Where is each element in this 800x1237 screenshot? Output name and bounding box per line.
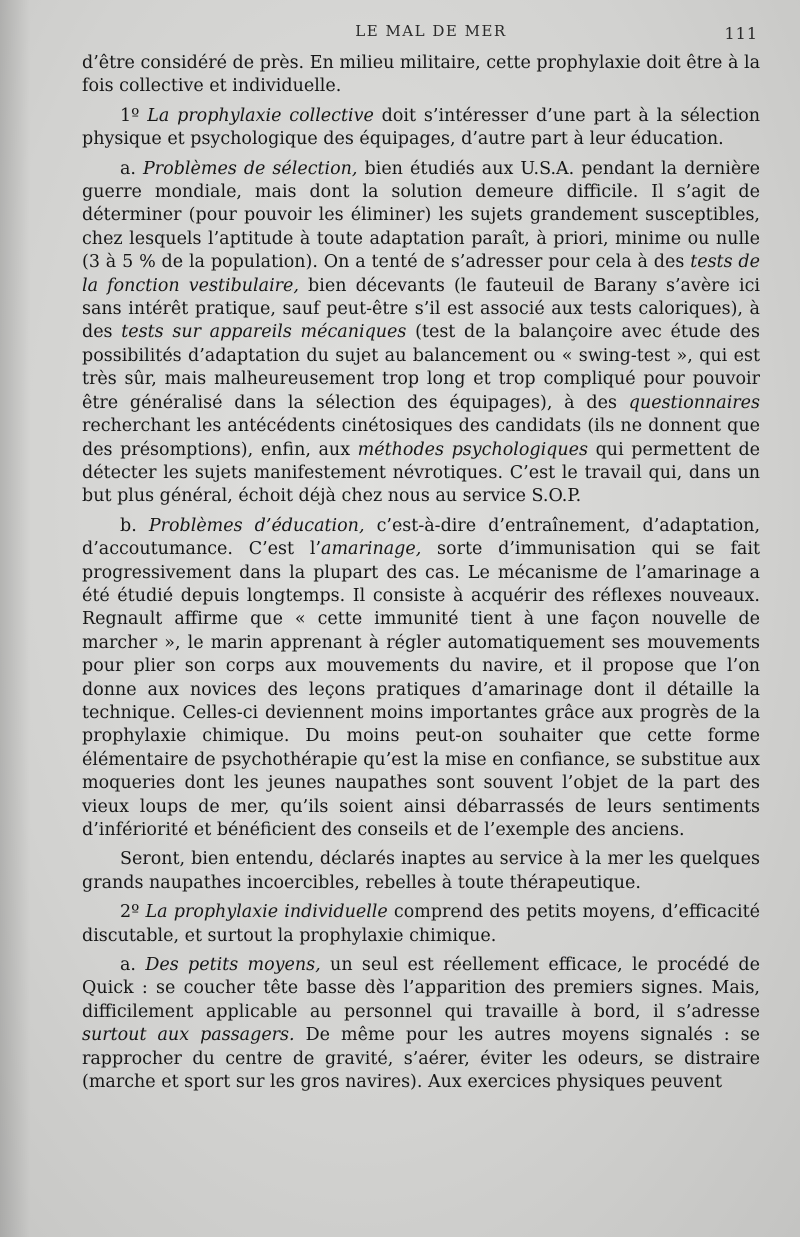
text-run: a. [120, 955, 146, 976]
text-run: d’être considéré de près. En milieu militaire, cette prophylaxie doit être à la fois collective et individuelle. [82, 53, 760, 97]
italic-text-run: La prophylaxie individuelle [145, 902, 388, 923]
paragraph [82, 515, 760, 843]
text-run: De même pour les autres moyens signalés : se rapprocher du centre de gravité, s’aérer, éviter les odeurs, se distraire (marche et sport sur les gros navires). Aux exercices physiques peuvent [82, 1025, 760, 1093]
italic-text-run: amarinage, [321, 539, 422, 560]
text-run: recherchant les antécédents cinétosiques des candidats (ils ne donnent que des présomptions), enfin, aux [82, 416, 760, 460]
text-run: (test de la balançoire avec étude des possibilités d’adaptation du sujet au balancement ou « swing-test », qui est très sûr, mais malheureusement trop long et trop compliqué pour pouvoir être généralisé dans la sélection des équipages), à des [82, 322, 760, 413]
text-run: Seront, bien entendu, déclarés inaptes au service à la mer les quelques grands naupathes incoercibles, rebelles à toute thérapeutique. [82, 849, 760, 893]
paragraph [82, 848, 760, 895]
text-run: b. [120, 515, 149, 536]
text-run: bien décevants (le fauteuil de Barany s’avère ici sans intérêt pratique, sauf peut-être s’il est associé aux tests caloriques), à des [82, 275, 760, 343]
text-run: comprend des petits moyens, d’efficacité discutable, et surtout la prophylaxie chimique. [82, 902, 760, 946]
italic-text-run: Problèmes d’éducation, [148, 515, 365, 536]
italic-text-run: tests de la fonction vestibulaire, [82, 252, 760, 296]
text-run: sorte d’immunisation qui se fait progressivement dans la plupart des cas. Le mécanisme de l’amarinage a été étudié depuis longtemps. Il consiste à acquérir des réflexes nouveaux. Regnault affirme que « cette immunité tient à une façon nouvelle de marcher », le marin apprenant à régler automatiquement ses mouvements pour plier son corps aux mouvements du navire, et il propose que l’on donne aux novices des leçons pratiques d’amarinage dont il détaille la technique. Celles-ci deviennent moins importantes grâce aux progrès de la prophylaxie chimique. Du moins peut-on souhaiter que cette forme élémentaire de psychothérapie qu’est la mise en confiance, se substitue aux moqueries dont les jeunes naupathes sont souvent l’objet de la part des vieux loups de mer, qu’ils soient ainsi débarrassés de leurs sentiments d’infériorité et bénéficient des conseils et de l’exemple des anciens. [82, 539, 760, 840]
text-run: doit s’intéresser d’une part à la sélection physique et psychologique des équipages, d’autre part à leur éducation. [82, 105, 761, 150]
running-title: LE MAL DE MER [355, 22, 507, 40]
italic-text-run: tests sur appareils mécaniques [121, 322, 407, 343]
paragraph [82, 901, 760, 948]
text-run: c’est-à-dire d’entraînement, d’adaptation, d’accoutumance. C’est l’ [82, 515, 761, 560]
text-run: 1º [120, 105, 148, 126]
italic-text-run: surtout aux passagers. [82, 1025, 295, 1046]
italic-text-run: La prophylaxie collective [147, 105, 374, 126]
paragraph [82, 158, 760, 509]
italic-text-run: méthodes psychologiques [357, 439, 588, 460]
italic-text-run: Des petits moyens, [145, 955, 321, 976]
text-run: 2º [120, 902, 146, 923]
text-run: un seul est réellement efficace, le procédé de Quick : se coucher tête basse dès l’apparition des premiers signes. Mais, difficilement applicable au personnel qui travaille à bord, il s’adresse [82, 955, 760, 1022]
italic-text-run: Problèmes de sélection, [143, 158, 358, 179]
italic-text-run: questionnaires [628, 392, 760, 413]
paragraph [82, 52, 760, 99]
page-gutter-shadow [0, 0, 30, 1237]
body-text [82, 52, 760, 1094]
paragraph [82, 954, 760, 1094]
text-run: qui permettent de détecter les sujets manifestement névrotiques. C’est le travail qui, dans un but plus général, échoit déjà chez nous au service S.O.P. [82, 439, 760, 507]
text-run: bien étudiés aux U.S.A. pendant la dernière guerre mondiale, mais dont la solution demeure difficile. Il s’agit de déterminer (pour pouvoir les éliminer) les sujets grandement susceptibles, chez lesquels l’aptitude à toute adaptation paraît, à priori, minime ou nulle (3 à 5 % de la population). On a tenté de s’adresser pour cela à des [82, 158, 760, 273]
running-header [82, 22, 760, 52]
page-number: 111 [724, 24, 758, 43]
paragraph [82, 105, 760, 152]
text-run: a. [120, 158, 144, 179]
